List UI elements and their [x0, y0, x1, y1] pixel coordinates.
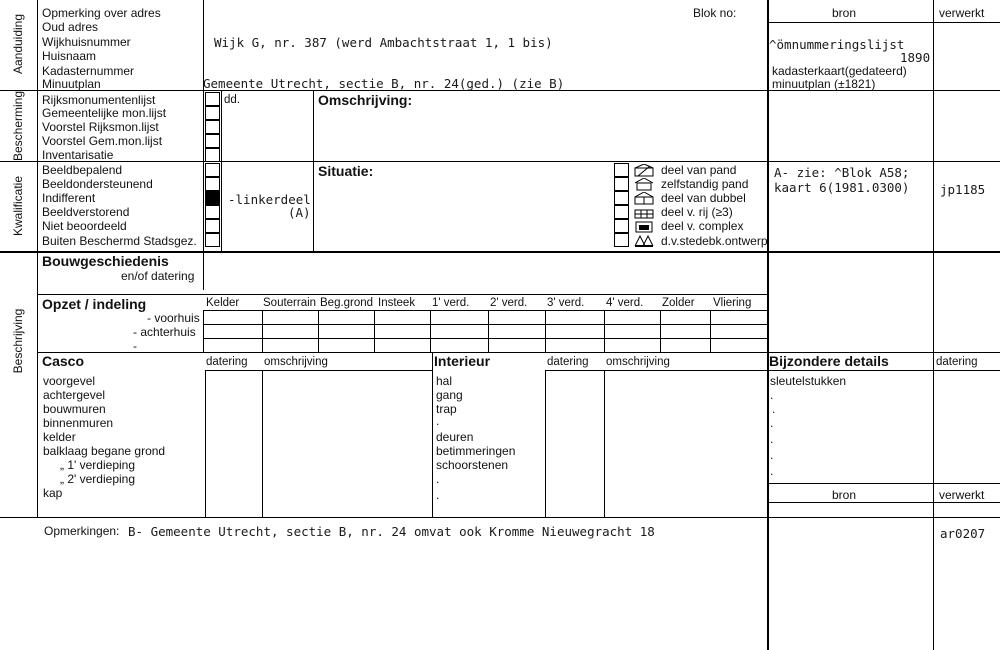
section-label-kwalificatie: Kwalificatie — [11, 175, 25, 237]
floor-zolder: Zolder — [662, 297, 695, 309]
opzet-voorhuis: - voorhuis — [147, 311, 200, 325]
field-kadasternummer: Kadasternummer — [42, 64, 135, 78]
checkbox-beeldverstorend[interactable] — [205, 205, 220, 219]
casco-1-verdieping: „ 1' verdieping — [60, 458, 135, 472]
casco-kap: kap — [43, 486, 63, 500]
checkbox-deel-van-pand[interactable] — [614, 163, 629, 177]
field-voorstel-rijksmon-lijst: Voorstel Rijksmon.lijst — [42, 120, 159, 134]
field-beeldverstorend: Beeldverstorend — [42, 205, 130, 219]
floor-2-verd: 2' verd. — [490, 297, 528, 309]
interieur-label: Interieur — [434, 353, 491, 369]
source-minuutplan: minuutplan (±1821) — [772, 77, 876, 91]
casco-bouwmuren: bouwmuren — [43, 402, 106, 416]
casco-2-verdieping: „ 2' verdieping — [60, 472, 135, 486]
opmerkingen-value: B- Gemeente Utrecht, sectie B, nr. 24 omvat ook Kromme Nieuwegracht 18 — [128, 524, 655, 539]
omschrijving-label: Omschrijving: — [318, 92, 413, 108]
field-oud-adres: Oud adres — [42, 20, 99, 34]
dd-label: dd. — [224, 94, 240, 106]
opmerkingen-verwerkt: ar0207 — [940, 526, 986, 541]
floor-3-verd: 3' verd. — [547, 297, 585, 309]
checkbox-beeldbepalend[interactable] — [205, 163, 220, 177]
dv-stedebk-icon — [634, 234, 654, 247]
blok-label: Blok no: — [693, 6, 737, 20]
checkbox-buiten-beschermd[interactable] — [205, 233, 220, 247]
checkbox-gemeentelijke-mon-lijst[interactable] — [205, 106, 220, 120]
source-omnummeringslijst: ^ömnummeringslijst — [769, 37, 905, 52]
field-opmerking-over-adres: Opmerking over adres — [42, 6, 161, 20]
checkbox-voorstel-rijksmon-lijst[interactable] — [205, 120, 220, 134]
source-year: 1890 — [900, 50, 931, 65]
checkbox-indifferent[interactable] — [205, 191, 220, 205]
checkbox-zelfstandig-pand[interactable] — [614, 177, 629, 191]
field-niet-beoordeeld: Niet beoordeeld — [42, 219, 127, 233]
opzet-label: Opzet / indeling — [42, 296, 147, 312]
field-huisnaam: Huisnaam — [42, 49, 97, 63]
checkbox-inventarisatie[interactable] — [205, 148, 220, 162]
field-wijkhuisnummer: Wijkhuisnummer — [42, 35, 131, 49]
deel-v-complex-icon — [634, 220, 654, 233]
bijzondere-details-label: Bijzondere details — [769, 353, 889, 369]
floor-vliering: Vliering — [713, 297, 752, 309]
checkbox-dv-stedebk[interactable] — [614, 233, 629, 247]
bron-footer-header: bron — [832, 488, 857, 502]
opmerkingen-label: Opmerkingen: — [44, 524, 120, 538]
bijzondere-dot-1: . — [770, 388, 774, 402]
bijzondere-dot-3: . — [770, 416, 774, 430]
opzet-achterhuis: - achterhuis — [133, 325, 196, 339]
section-label-bescherming: Bescherming — [11, 90, 25, 162]
kwalificatie-value-sub: (A) — [288, 205, 311, 220]
bijzondere-dot-2: . — [772, 402, 776, 416]
kwalificatie-verwerkt: jp1185 — [940, 182, 986, 197]
zelfstandig-pand-icon — [634, 178, 654, 191]
bouwgeschiedenis-label: Bouwgeschiedenis — [42, 253, 169, 269]
kadaster-value: Gemeente Utrecht, sectie B, nr. 24(ged.) (zie B) — [203, 76, 565, 91]
field-beeldondersteunend: Beeldondersteunend — [42, 177, 153, 191]
kwalificatie-ref-2: kaart 6(1981.0300) — [774, 180, 910, 195]
interieur-deuren: deuren — [436, 430, 474, 444]
situatie-deel-v-rij: deel v. rij (≥3) — [661, 205, 733, 219]
section-label-beschrijving: Beschrijving — [11, 308, 25, 374]
checkbox-deel-v-rij[interactable] — [614, 205, 629, 219]
bijzondere-datering-header: datering — [936, 356, 978, 368]
interieur-dot-3: . — [436, 488, 440, 502]
floor-beg-grond: Beg.grond — [320, 297, 374, 309]
datering-sub-label: en/of datering — [121, 269, 195, 283]
floor-souterrain: Souterrain — [263, 297, 317, 309]
floor-kelder: Kelder — [206, 297, 240, 309]
bijzondere-dot-4: . — [770, 432, 774, 446]
checkbox-rijksmonumentenlijst[interactable] — [205, 92, 220, 106]
situatie-deel-van-dubbel: deel van dubbel — [661, 191, 746, 205]
kwalificatie-value: -linkerdeel — [228, 192, 311, 207]
verwerkt-header: verwerkt — [939, 6, 985, 20]
checkbox-beeldondersteunend[interactable] — [205, 177, 220, 191]
situatie-deel-van-pand: deel van pand — [661, 163, 737, 177]
field-inventarisatie: Inventarisatie — [42, 148, 114, 162]
floor-4-verd: 4' verd. — [606, 297, 644, 309]
deel-v-rij-icon — [634, 206, 654, 219]
verwerkt-footer-header: verwerkt — [939, 488, 985, 502]
casco-datering-header: datering — [206, 356, 248, 368]
interieur-dot-1: . — [436, 414, 440, 428]
interieur-datering-header: datering — [547, 356, 589, 368]
casco-voorgevel: voorgevel — [43, 374, 96, 388]
bijzondere-dot-5: . — [770, 448, 774, 462]
floor-insteek: Insteek — [378, 297, 416, 309]
situatie-deel-v-complex: deel v. complex — [661, 219, 744, 233]
casco-binnenmuren: binnenmuren — [43, 416, 114, 430]
floor-1-verd: 1' verd. — [432, 297, 470, 309]
field-gemeentelijke-mon-lijst: Gemeentelijke mon.lijst — [42, 106, 167, 120]
deel-van-pand-icon — [634, 164, 654, 177]
interieur-betimmeringen: betimmeringen — [436, 444, 516, 458]
casco-kelder: kelder — [43, 430, 76, 444]
bijzondere-dot-6: . — [770, 464, 774, 478]
checkbox-niet-beoordeeld[interactable] — [205, 219, 220, 233]
casco-achtergevel: achtergevel — [43, 388, 106, 402]
field-beeldbepalend: Beeldbepalend — [42, 163, 123, 177]
source-kadasterkaart: kadasterkaart(gedateerd) — [772, 64, 907, 78]
field-voorstel-gem-mon-lijst: Voorstel Gem.mon.lijst — [42, 134, 163, 148]
field-buiten-beschermd: Buiten Beschermd Stadsgez. — [42, 234, 197, 248]
wijk-value: Wijk G, nr. 387 (werd Ambachtstraat 1, 1 bis) — [214, 35, 553, 50]
checkbox-deel-van-dubbel[interactable] — [614, 191, 629, 205]
field-rijksmonumentenlijst: Rijksmonumentenlijst — [42, 93, 156, 107]
interieur-gang: gang — [436, 388, 463, 402]
bron-header: bron — [832, 6, 857, 20]
interieur-omschrijving-header: omschrijving — [606, 356, 670, 368]
situatie-label: Situatie: — [318, 163, 374, 179]
field-indifferent: Indifferent — [42, 191, 96, 205]
deel-van-dubbel-icon — [634, 192, 654, 205]
opzet-other: - — [133, 339, 137, 353]
field-minuutplan: Minuutplan — [42, 77, 101, 91]
interieur-trap: trap — [436, 402, 457, 416]
situatie-zelfstandig-pand: zelfstandig pand — [661, 177, 749, 191]
interieur-schoorstenen: schoorstenen — [436, 458, 509, 472]
casco-label: Casco — [42, 353, 85, 369]
interieur-dot-2: . — [436, 472, 440, 486]
kwalificatie-ref-1: A- zie: ^Blok A58; — [774, 165, 910, 180]
situatie-dv-stedebk: d.v.stedebk.ontwerp — [661, 234, 768, 248]
casco-balklaag: balklaag begane grond — [43, 444, 166, 458]
casco-omschrijving-header: omschrijving — [264, 356, 328, 368]
checkbox-deel-v-complex[interactable] — [614, 219, 629, 233]
bijzondere-sleutelstukken: sleutelstukken — [770, 374, 847, 388]
interieur-hal: hal — [436, 374, 453, 388]
section-label-aanduiding: Aanduiding — [11, 13, 25, 75]
checkbox-voorstel-gem-mon-lijst[interactable] — [205, 134, 220, 148]
